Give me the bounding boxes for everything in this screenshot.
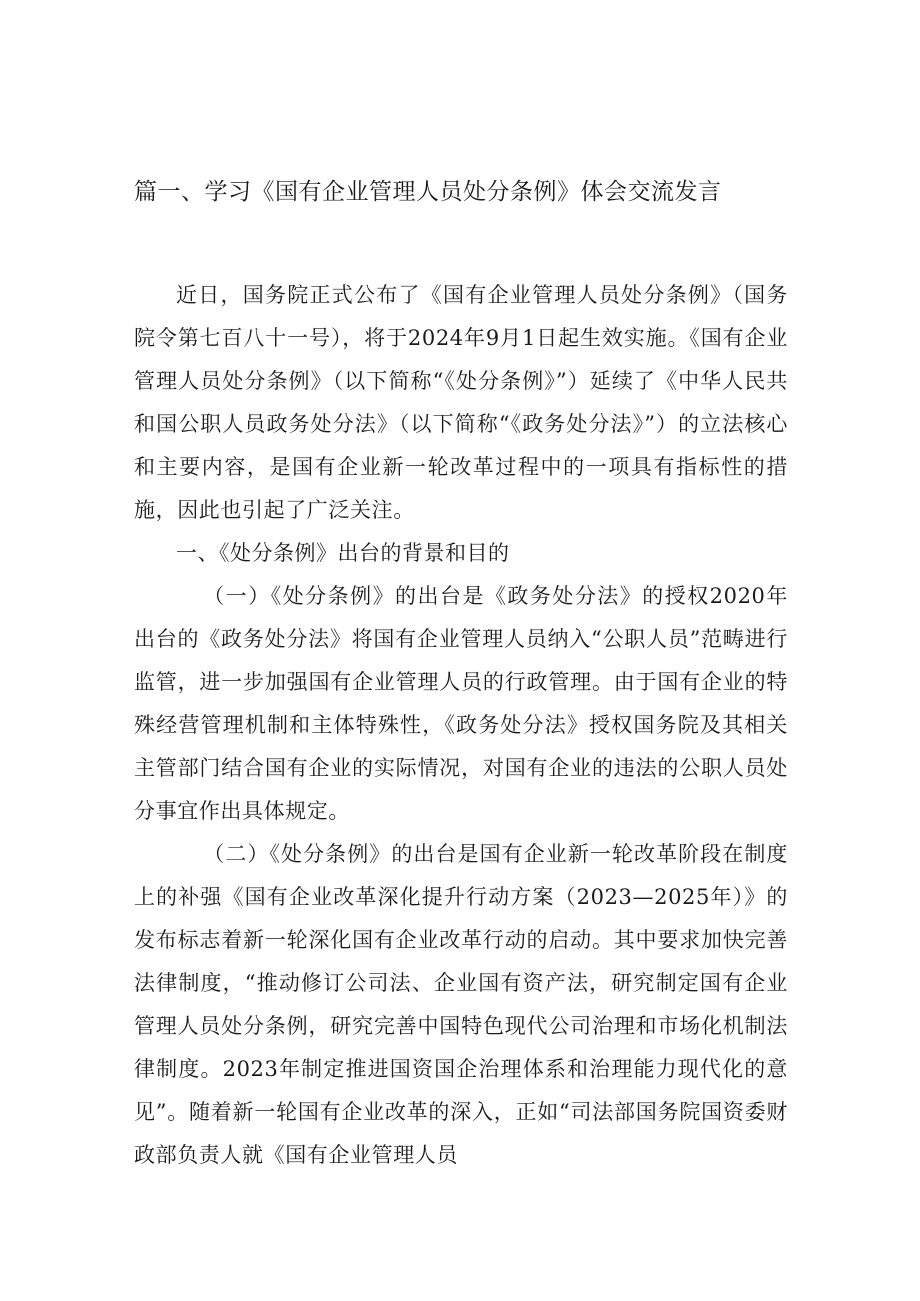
paragraph-subsection-2: （二）《处分条例》的出台是国有企业新一轮改革阶段在制度上的补强《国有企业改革深化提升行动方案（2023—2025年）》的发布标志着新一轮深化国有企业改革行动的启动。其中要求加快完善法律制度，“推动修订公司法、企业国有资产法，研究制定国有企业管理人员处分条例，研究完善中国特色现代公司治理和市场化机制法律制度。2023年制定推进国资国企治理体系和治理能力现代化的意见”。随着新一轮国有企业改革的深入，正如“司法部国务院国资委财政部负责人就《国有企业管理人员 bbox=[134, 842, 788, 1167]
document-body bbox=[134, 274, 788, 1177]
paragraph-intro: 近日，国务院正式公布了《国有企业管理人员处分条例》（国务院令第七百八十一号），将于2024年9月1日起生效实施。《国有企业管理人员处分条例》（以下简称“《处分条例》”）延续了《中华人民共和国公职人员政务处分法》（以下简称“《政务处分法》”）的立法核心和主要内容，是国有企业新一轮改革过程中的一项具有指标性的措施，因此也引起了广泛关注。 bbox=[134, 283, 788, 522]
section-heading-1: 一、《处分条例》出台的背景和目的 bbox=[176, 541, 510, 565]
paragraph-subsection-1: （一）《处分条例》的出台是《政务处分法》的授权2020年出台的《政务处分法》将国有企业管理人员纳入“公职人员”范畴进行监管，进一步加强国有企业管理人员的行政管理。由于国有企业的特殊经营管理机制和主体特殊性，《政务处分法》授权国务院及其相关主管部门结合国有企业的实际情况，对国有企业的违法的公职人员处分事宜作出具体规定。 bbox=[134, 584, 788, 823]
document-title: 篇一、学习《国有企业管理人员处分条例》体会交流发言 bbox=[134, 179, 722, 205]
